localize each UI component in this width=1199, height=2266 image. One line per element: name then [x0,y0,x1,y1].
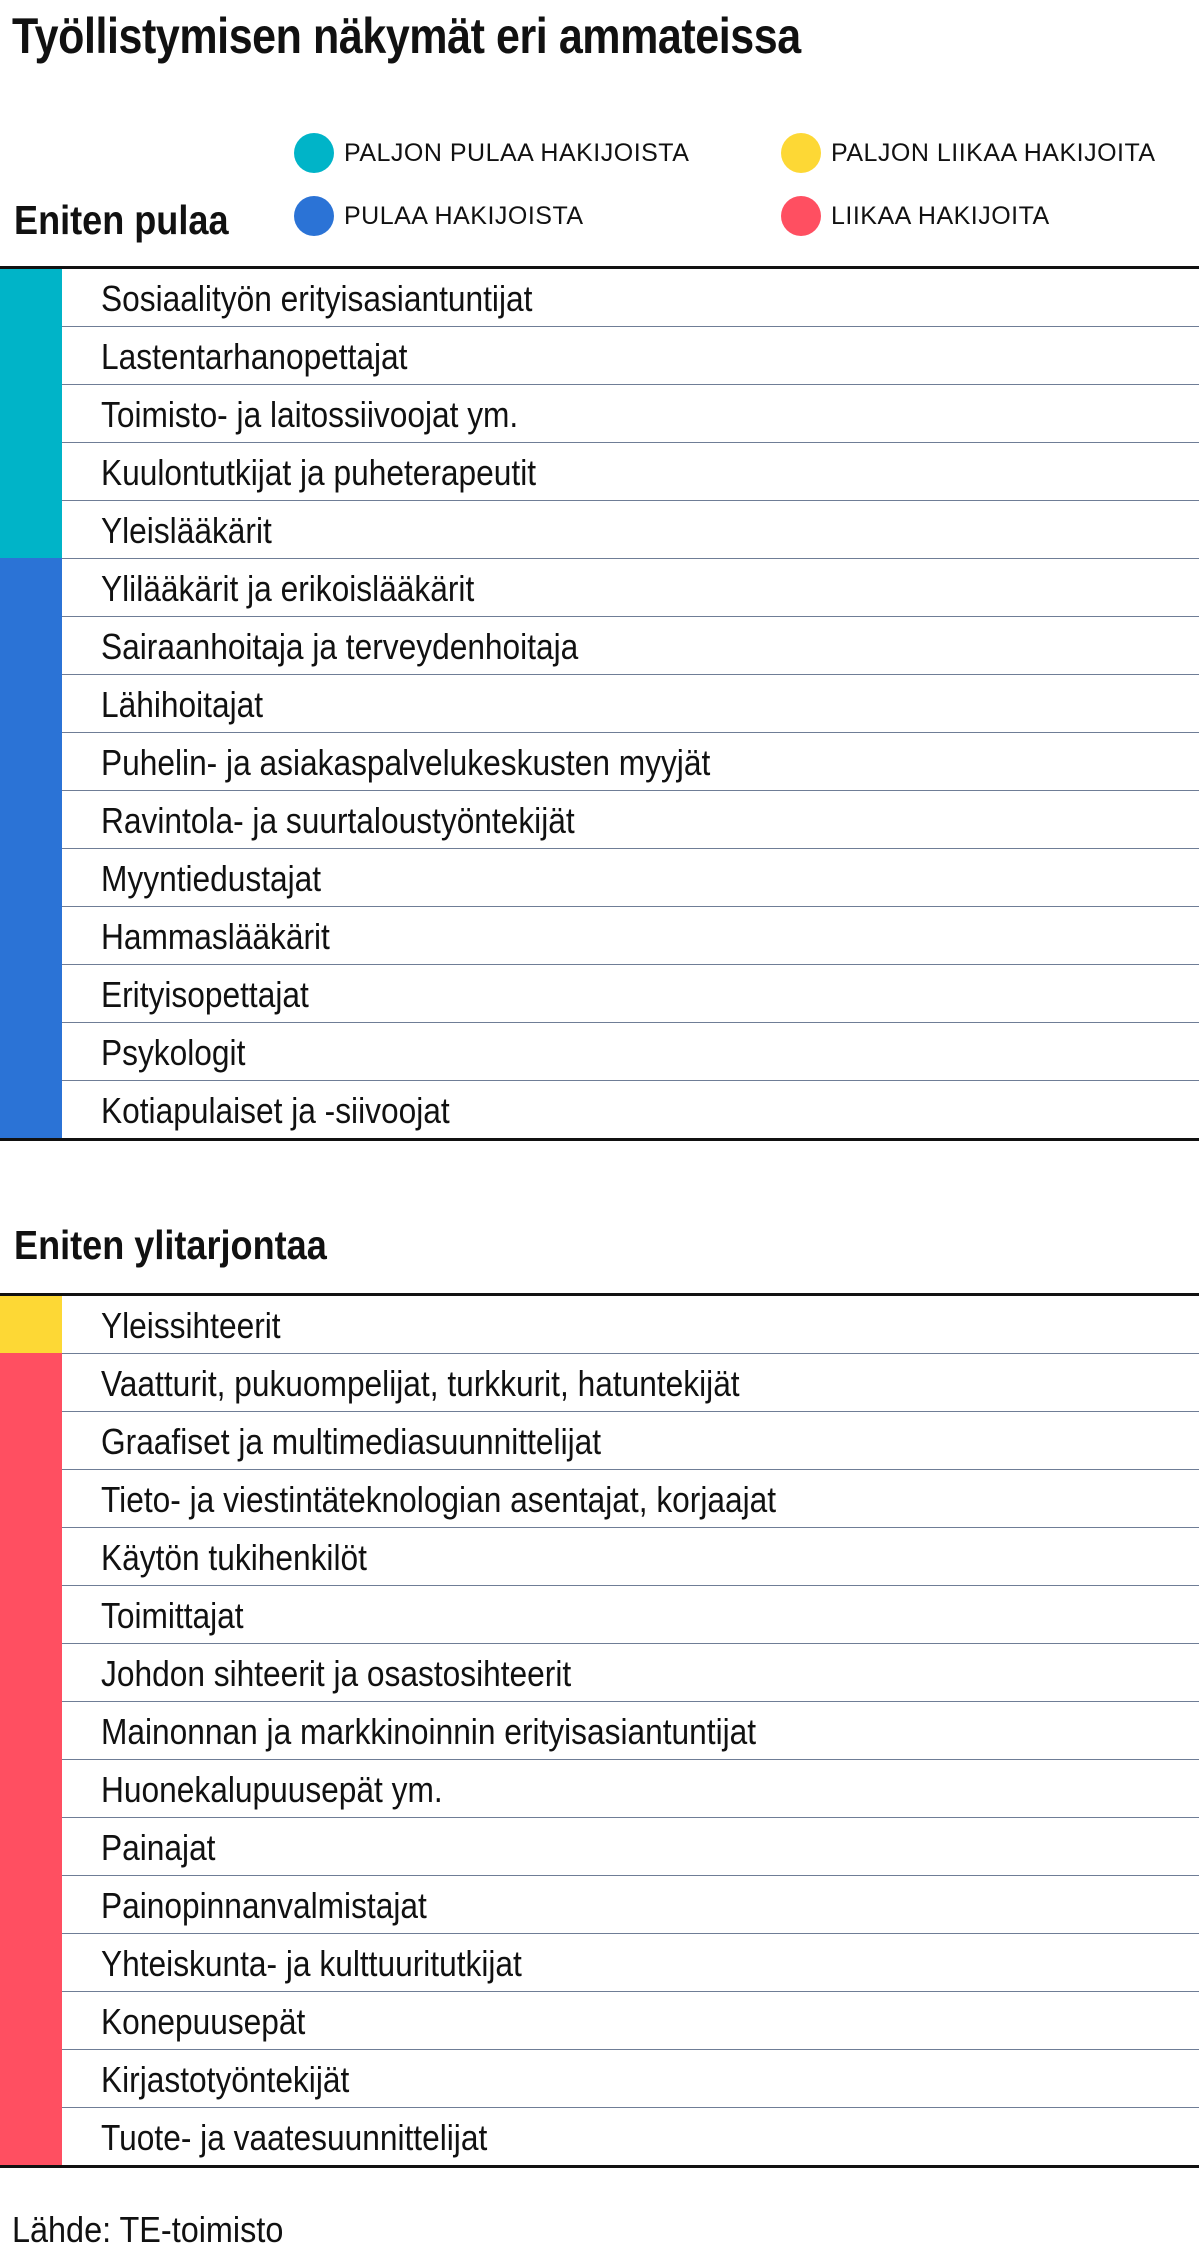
legend-item-much-surplus [781,133,1156,173]
table-row [0,384,1199,442]
occupation-label: Lähihoitajat [101,684,264,725]
occupation-label: Sosiaalityön erityisasiantuntijat [101,278,533,319]
legend-item-shortage [294,196,584,236]
legend-item-much-shortage [294,133,689,173]
occupation-label: Kuulontutkijat ja puheterapeutit [101,452,537,493]
table-row [0,442,1199,500]
occupation-label: Erityisopettajat [101,974,309,1015]
occupation-label: Painopinnanvalmistajat [101,1885,427,1926]
occupation-label: Yhteiskunta- ja kulttuuritutkijat [101,1943,522,1984]
table-row [0,1411,1199,1469]
table-row [0,732,1199,790]
section-heading-surplus: Eniten ylitarjontaa [14,1222,327,1268]
category-swatch [0,558,62,617]
category-swatch [0,442,62,501]
category-swatch [0,1296,62,1353]
occupation-label: Kirjastotyöntekijät [101,2059,350,2100]
table-row [0,1933,1199,1991]
legend-label: LIIKAA HAKIJOITA [831,201,1050,230]
legend-dot-icon [781,196,821,236]
occupation-label: Graafiset ja multimediasuunnittelijat [101,1421,602,1462]
category-swatch [0,616,62,675]
category-swatch [0,732,62,791]
category-swatch [0,1991,62,2050]
category-swatch [0,790,62,849]
category-swatch [0,269,62,326]
occupation-label: Tuote- ja vaatesuunnittelijat [101,2117,488,2158]
table-row [0,2107,1199,2165]
table-row [0,1080,1199,1138]
table-row [0,1701,1199,1759]
occupation-label: Painajat [101,1827,216,1868]
category-swatch [0,674,62,733]
category-swatch [0,1759,62,1818]
category-swatch [0,500,62,559]
table-row [0,1991,1199,2049]
occupation-label: Mainonnan ja markkinoinnin erityisasiantuntijat [101,1711,757,1752]
table-row [0,269,1199,326]
table-row [0,964,1199,1022]
occupation-label: Lastentarhanopettajat [101,336,408,377]
occupation-label: Huonekalupuusepät ym. [101,1769,443,1810]
table-row [0,790,1199,848]
occupation-label: Psykologit [101,1032,246,1073]
table-row [0,1759,1199,1817]
legend-label: PALJON LIIKAA HAKIJOITA [831,138,1156,167]
occupation-label: Sairaanhoitaja ja terveydenhoitaja [101,626,579,667]
category-swatch [0,2107,62,2166]
table-row [0,616,1199,674]
table-row [0,674,1199,732]
table-row [0,848,1199,906]
table-row [0,1817,1199,1875]
category-swatch [0,1875,62,1934]
legend-label: PULAA HAKIJOISTA [344,201,584,230]
table-row [0,2049,1199,2107]
occupation-label: Kotiapulaiset ja -siivoojat [101,1090,450,1131]
occupation-label: Ravintola- ja suurtaloustyöntekijät [101,800,575,841]
occupation-label: Käytön tukihenkilöt [101,1537,367,1578]
category-swatch [0,1022,62,1081]
table-row [0,1353,1199,1411]
surplus-table [0,1293,1199,2168]
category-swatch [0,1643,62,1702]
occupation-label: Toimittajat [101,1595,244,1636]
table-row [0,1875,1199,1933]
occupation-label: Johdon sihteerit ja osastosihteerit [101,1653,572,1694]
category-swatch [0,384,62,443]
category-swatch [0,964,62,1023]
table-row [0,326,1199,384]
occupation-label: Yleislääkärit [101,510,272,551]
table-row [0,1022,1199,1080]
category-swatch [0,1469,62,1528]
legend-item-surplus [781,196,1050,236]
category-swatch [0,1080,62,1139]
shortage-table [0,266,1199,1141]
category-swatch [0,848,62,907]
occupation-label: Toimisto- ja laitossiivoojat ym. [101,394,519,435]
table-row [0,1643,1199,1701]
category-swatch [0,906,62,965]
section-heading-shortage: Eniten pulaa [14,197,229,243]
table-row [0,1296,1199,1353]
category-swatch [0,2049,62,2108]
source-note: Lähde: TE-toimisto [12,2209,284,2250]
table-row [0,906,1199,964]
occupation-label: Puhelin- ja asiakaspalvelukeskusten myyjät [101,742,711,783]
legend-dot-icon [781,133,821,173]
table-row [0,1469,1199,1527]
category-swatch [0,1353,62,1412]
occupation-label: Hammaslääkärit [101,916,330,957]
table-row [0,1527,1199,1585]
category-swatch [0,326,62,385]
category-swatch [0,1585,62,1644]
occupation-label: Konepuusepät [101,2001,306,2042]
occupation-label: Vaatturit, pukuompelijat, turkkurit, hatuntekijät [101,1363,740,1404]
occupation-label: Yleissihteerit [101,1305,281,1346]
category-swatch [0,1527,62,1586]
occupation-label: Myyntiedustajat [101,858,322,899]
occupation-label: Tieto- ja viestintäteknologian asentajat, korjaajat [101,1479,777,1520]
category-swatch [0,1817,62,1876]
chart-title: Työllistymisen näkymät eri ammateissa [12,8,801,64]
table-row [0,558,1199,616]
legend-label: PALJON PULAA HAKIJOISTA [344,138,690,167]
table-row [0,500,1199,558]
legend-dot-icon [294,196,334,236]
category-swatch [0,1411,62,1470]
category-swatch [0,1933,62,1992]
occupation-label: Ylilääkärit ja erikoislääkärit [101,568,475,609]
category-swatch [0,1701,62,1760]
table-row [0,1585,1199,1643]
legend-dot-icon [294,133,334,173]
